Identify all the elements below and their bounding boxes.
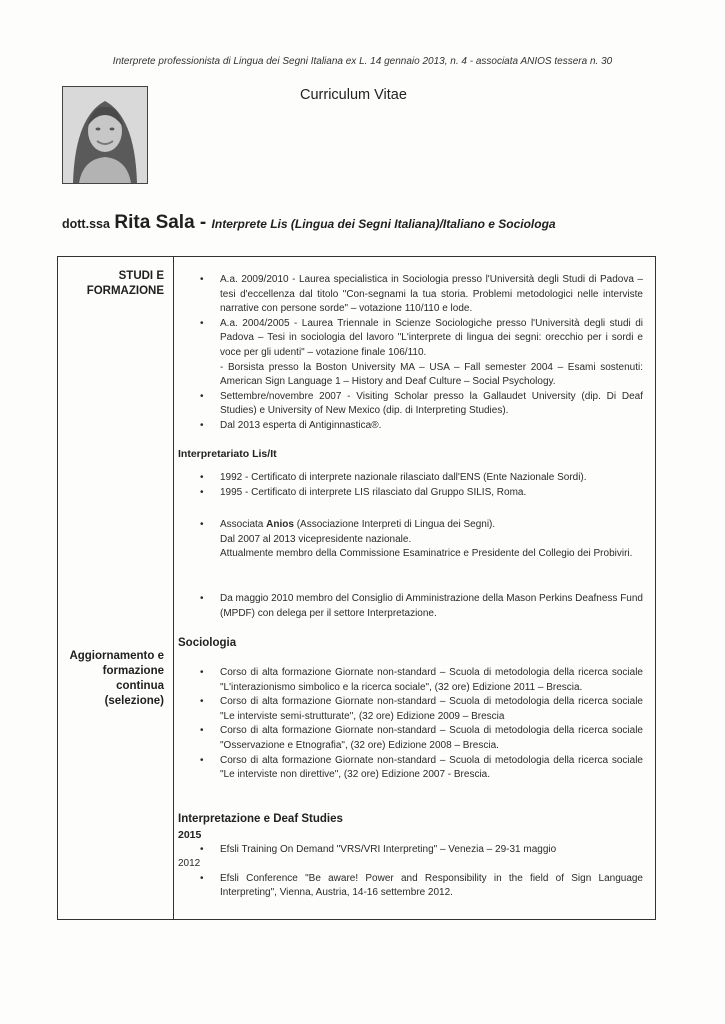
column-divider <box>173 257 174 919</box>
label-agg-line4: (selezione) <box>104 695 164 707</box>
bullet-icon: • <box>200 419 204 431</box>
sociologia-item-text: Corso di alta formazione Giornate non-standard – Scuola di metodologia della ricerca sociale "Le interviste non direttive", (32 ore) Edizione 2007 - Brescia. <box>220 754 643 781</box>
person-name: Rita Sala <box>114 212 195 233</box>
bullet-icon: • <box>200 754 204 766</box>
list-item <box>178 592 643 621</box>
list-item <box>178 843 643 858</box>
bullet-icon: • <box>200 390 204 402</box>
label-agg-line2: formazione <box>102 665 164 677</box>
interpretariato-item-text: 1995 - Certificato di interprete LIS rilasciato dal Gruppo SILIS, Roma. <box>220 486 527 498</box>
bullet-icon: • <box>200 872 204 884</box>
studi-section <box>178 273 643 434</box>
deaf-studies-list <box>178 828 643 901</box>
bullet-icon: • <box>200 725 204 737</box>
label-aggiornamento <box>58 649 164 709</box>
label-studi-line2: FORMAZIONE <box>86 285 164 297</box>
interpretariato-heading: Interpretariato Lis/It <box>178 448 277 460</box>
mpdf-text: Da maggio 2010 membro del Consiglio di Amministrazione della Mason Perkins Deafness Fund (MPDF) con delega per il settore Interpretazione. <box>220 593 643 619</box>
list-item <box>178 471 643 486</box>
mpdf-block <box>178 592 643 621</box>
anios-post: (Associazione Interpreti di Lingua dei Segni). <box>293 519 496 530</box>
label-agg-line3: continua <box>116 680 164 692</box>
deaf-studies-heading: Interpretazione e Deaf Studies <box>178 813 343 825</box>
list-item <box>178 724 643 753</box>
studi-item-text: A.a. 2004/2005 - Laurea Triennale in Scienze Sociologiche presso l'Università degli studi di Padova – Tesi in sociologia del lavoro "L'interprete di lingua dei segni: orecchio per i sordi e voce per gli udenti" – votazione finale 106/110. <box>220 317 643 358</box>
list-item <box>178 419 643 434</box>
cv-table <box>57 256 656 920</box>
year-2012: 2012 <box>178 858 201 870</box>
studi-extra-text: - Borsista presso la Boston University MA – USA – Fall semester 2004 – Esami sostenuti: American Sign Language 1 – History and Deaf Culture – Social Psychology. <box>220 361 643 388</box>
name-prefix: dott.ssa <box>62 217 110 231</box>
sociologia-item-text: Corso di alta formazione Giornate non-standard – Scuola di metodologia della ricerca sociale "Osservazione e Etnografia", (32 ore) Edizione 2008 – Brescia. <box>220 725 643 751</box>
header-affiliation-line: Interprete professionista di Lingua dei Segni Italiana ex L. 14 gennaio 2013, n. 4 - associata ANIOS tessera n. 30 <box>112 56 613 67</box>
interpretariato-item-text: 1992 - Certificato di interprete nazionale rilasciato dall'ENS (Ente Nazionale Sordi). <box>220 472 587 483</box>
deaf-item-text: Efsli Training On Demand "VRS/VRI Interpreting" – Venezia – 29-31 maggio <box>220 843 557 855</box>
anios-line2: Dal 2007 al 2013 vicepresidente nazionale. <box>220 533 412 545</box>
name-line <box>62 212 556 234</box>
anios-block <box>178 518 643 562</box>
year-2015: 2015 <box>178 829 202 841</box>
studi-item-text: Dal 2013 esperta di Antiginnastica®. <box>220 419 382 431</box>
list-item <box>178 317 643 361</box>
studi-item-text: Settembre/novembre 2007 - Visiting Scholar presso la Gallaudet University (dip. Di Deaf Studies) e University of New Mexico (dip. di Interpreting Studies). <box>220 390 643 417</box>
bullet-icon: • <box>200 667 204 678</box>
bullet-icon: • <box>200 274 204 285</box>
bullet-icon: • <box>200 593 204 604</box>
list-item <box>178 390 643 419</box>
label-studi-line1: STUDI E <box>118 270 164 282</box>
list-item-sub <box>178 361 643 390</box>
anios-pre: Associata <box>220 519 267 530</box>
name-dash: - <box>194 212 212 233</box>
list-item <box>178 486 643 501</box>
person-subtitle: Interprete Lis (Lingua dei Segni Italiana)/Italiano e Sociologa <box>211 217 556 231</box>
bullet-icon: • <box>200 843 204 855</box>
anios-line3: Attualmente membro della Commissione Esaminatrice e Presidente del Collegio dei Probiviri. <box>220 548 633 560</box>
list-item <box>178 872 643 901</box>
list-item <box>178 754 643 783</box>
bullet-icon: • <box>200 486 204 498</box>
list-item <box>178 273 643 317</box>
profile-photo <box>62 86 148 184</box>
sociologia-item-text: Corso di alta formazione Giornate non-standard – Scuola di metodologia della ricerca sociale "Le interviste semi-strutturate", (32 ore) Edizione 2009 – Brescia <box>220 696 643 722</box>
interpretariato-list <box>178 471 643 500</box>
anios-strong: Anios <box>266 519 294 530</box>
bullet-icon: • <box>200 472 204 483</box>
list-item <box>178 518 643 562</box>
bullet-icon: • <box>200 519 204 530</box>
deaf-item-text: Efsli Conference "Be aware! Power and Responsibility in the field of Sign Language Interpreting", Vienna, Austria, 14-16 settembre 2012. <box>220 872 643 899</box>
studi-item-text: A.a. 2009/2010 - Laurea specialistica in Sociologia presso l'Università degli Studi di Padova – tesi d'eccellenza dal titolo "Con-segnami la tua storia. Problemi metodologici nelle interviste narrative con persone sorde" – votazione 110/110 e lode. <box>220 274 643 315</box>
page-title: Curriculum Vitae <box>300 87 407 103</box>
list-item <box>178 666 643 695</box>
list-item <box>178 695 643 724</box>
bullet-icon: • <box>200 696 204 708</box>
sociologia-list <box>178 666 643 783</box>
sociologia-heading: Sociologia <box>178 637 237 649</box>
label-studi <box>58 269 164 299</box>
label-agg-line1: Aggiornamento e <box>69 650 164 662</box>
sociologia-item-text: Corso di alta formazione Giornate non-standard – Scuola di metodologia della ricerca sociale "L'interazionismo simbolico e la ricerca sociale", (32 ore) Edizione 2011 – Brescia. <box>220 667 643 693</box>
bullet-icon: • <box>200 317 204 329</box>
